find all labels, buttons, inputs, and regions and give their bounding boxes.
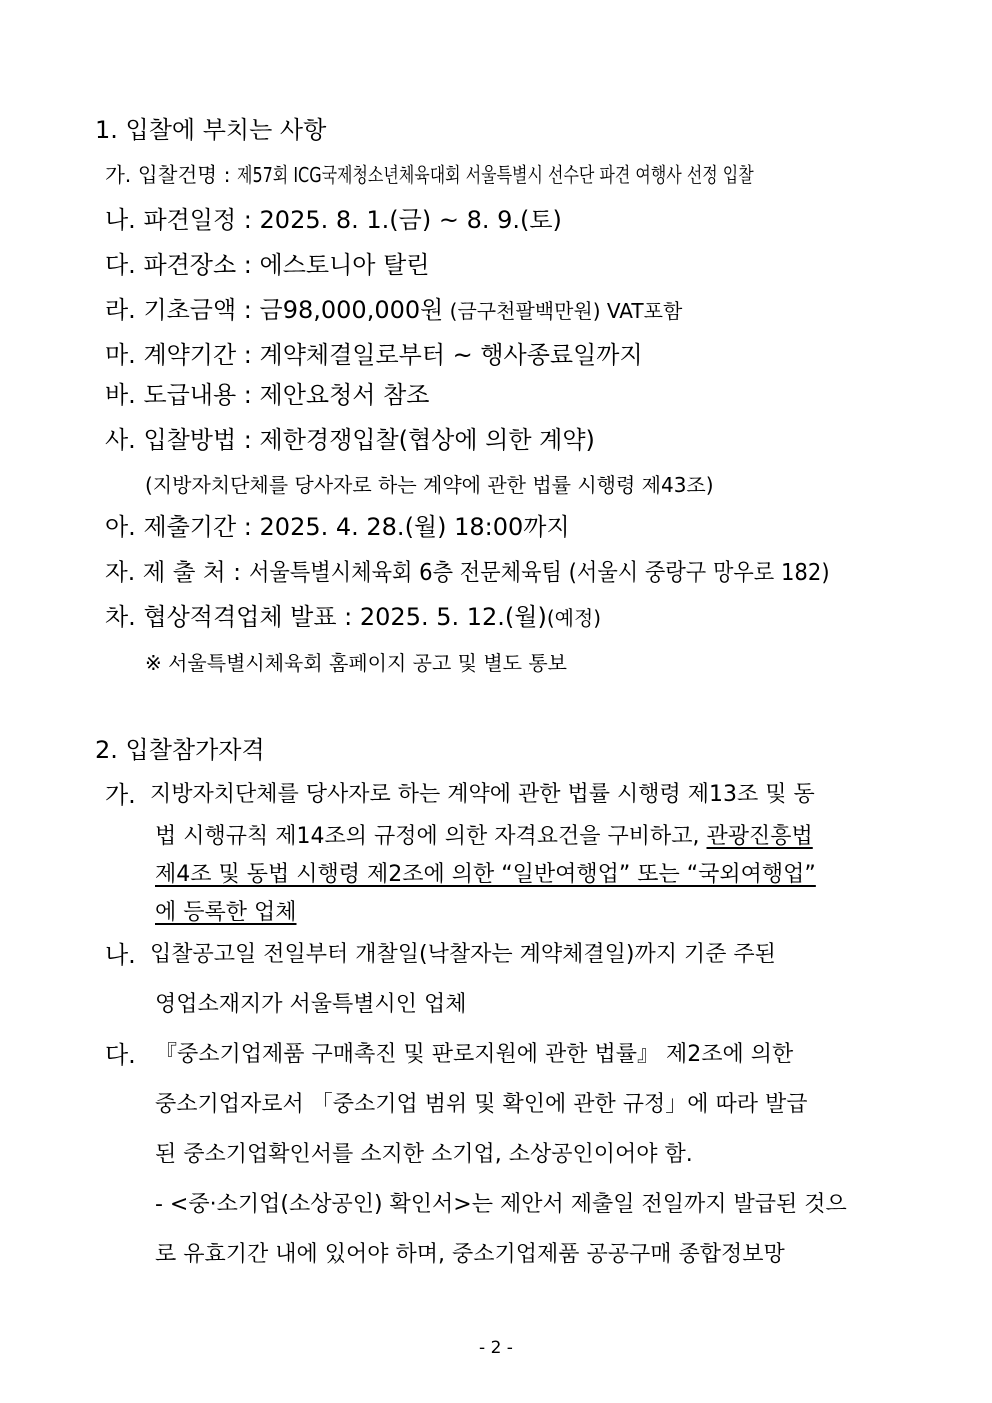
- item-label: 라. 기초금액 :: [105, 296, 260, 324]
- item-note: (금구천팔백만원) VAT포함: [443, 299, 683, 323]
- qual-ga-line1: 지방자치단체를 당사자로 하는 계약에 관한 법률 시행령 제13조 및 동: [150, 782, 815, 807]
- qual-da-line5: 로 유효기간 내에 있어야 하며, 중소기업제품 공공구매 종합정보망: [155, 1242, 785, 1267]
- item-value: 제57회 ICG국제청소년체육대회 서울특별시 선수단 파견 여행사 선정 입찰: [237, 163, 754, 187]
- item-value: 금98,000,000원: [259, 296, 444, 324]
- item-label: 사. 입찰방법 :: [105, 426, 260, 454]
- page-number: - 2 -: [479, 1338, 513, 1358]
- item-label: 아. 제출기간 :: [105, 513, 260, 541]
- item-label: 차. 협상적격업체 발표 :: [105, 603, 360, 631]
- bid-method-note: (지방자치단체를 당사자로 하는 계약에 관한 법률 시행령 제43조): [145, 473, 714, 497]
- item-dispatch-date: [105, 205, 562, 235]
- item-value: 제안요청서 참조: [259, 381, 430, 409]
- item-label: 바. 도급내용 :: [105, 381, 260, 409]
- qual-ga-line2: [155, 822, 813, 852]
- section2-heading: 2. 입찰참가자격: [95, 736, 265, 764]
- qual-na-line2: 영업소재지가 서울특별시인 업체: [155, 992, 467, 1017]
- item-contract-period: [105, 340, 643, 370]
- item-base-amount: [105, 295, 682, 326]
- item-label: 마. 계약기간 :: [105, 341, 260, 369]
- item-value: 2025. 4. 28.(월) 18:00까지: [259, 513, 570, 541]
- item-value: 서울특별시체육회 6층 전문체육팀 (서울시 중랑구 망우로 182): [248, 558, 830, 586]
- qual-na-line1: 입찰공고일 전일부터 개찰일(낙찰자는 계약체결일)까지 기준 주된: [150, 942, 776, 967]
- item-value: 2025. 5. 12.(월): [359, 603, 547, 631]
- qual-da-line4: - <중·소기업(소상공인) 확인서>는 제안서 제출일 전일까지 발급된 것으: [155, 1192, 847, 1217]
- item-value: 계약체결일로부터 ~ 행사종료일까지: [259, 341, 643, 369]
- item-value: 제한경쟁입찰(협상에 의한 계약): [259, 426, 595, 454]
- qual-ga-line4: 에 등록한 업체: [155, 900, 297, 925]
- item-announcement: [105, 602, 601, 633]
- item-label: 나. 파견일정 :: [105, 206, 260, 234]
- qual-da-line3: 된 중소기업확인서를 소지한 소기업, 소상공인이어야 함.: [155, 1142, 693, 1167]
- item-value: 2025. 8. 1.(금) ~ 8. 9.(토): [259, 206, 562, 234]
- qual-da-label: 다.: [105, 1041, 136, 1069]
- item-dispatch-place: [105, 250, 429, 280]
- qual-ga-line3: 제4조 및 동법 시행령 제2조에 의한 “일반여행업” 또는 “국외여행업”: [155, 862, 816, 887]
- item-bid-name: [105, 160, 899, 190]
- qual-da-line2: 중소기업자로서 「중소기업 범위 및 확인에 관한 규정」에 따라 발급: [155, 1092, 808, 1117]
- item-label: 자. 제 출 처 :: [105, 558, 249, 586]
- qual-ga-line2-underlined: 관광진흥법: [706, 824, 813, 849]
- item-submission-period: [105, 512, 570, 542]
- qual-da-line1: 『중소기업제품 구매촉진 및 판로지원에 관한 법률』 제2조에 의한: [155, 1042, 794, 1067]
- item-value: 에스토니아 탈린: [259, 251, 430, 279]
- qual-ga-line2-text: 법 시행규칙 제14조의 규정에 의한 자격요건을 구비하고,: [155, 824, 707, 849]
- item-contract-content: [105, 380, 429, 410]
- item-label: 다. 파견장소 :: [105, 251, 260, 279]
- announcement-note: ※ 서울특별시체육회 홈페이지 공고 및 별도 통보: [145, 651, 567, 675]
- item-submission-place: [105, 557, 894, 587]
- item-bid-method: [105, 425, 595, 455]
- section1-heading: 1. 입찰에 부치는 사항: [95, 116, 327, 144]
- qual-na-label: 나.: [105, 941, 136, 969]
- qual-ga-label: 가.: [105, 781, 136, 809]
- item-note: (예정): [546, 606, 602, 630]
- item-label: 가. 입찰건명 :: [105, 163, 237, 187]
